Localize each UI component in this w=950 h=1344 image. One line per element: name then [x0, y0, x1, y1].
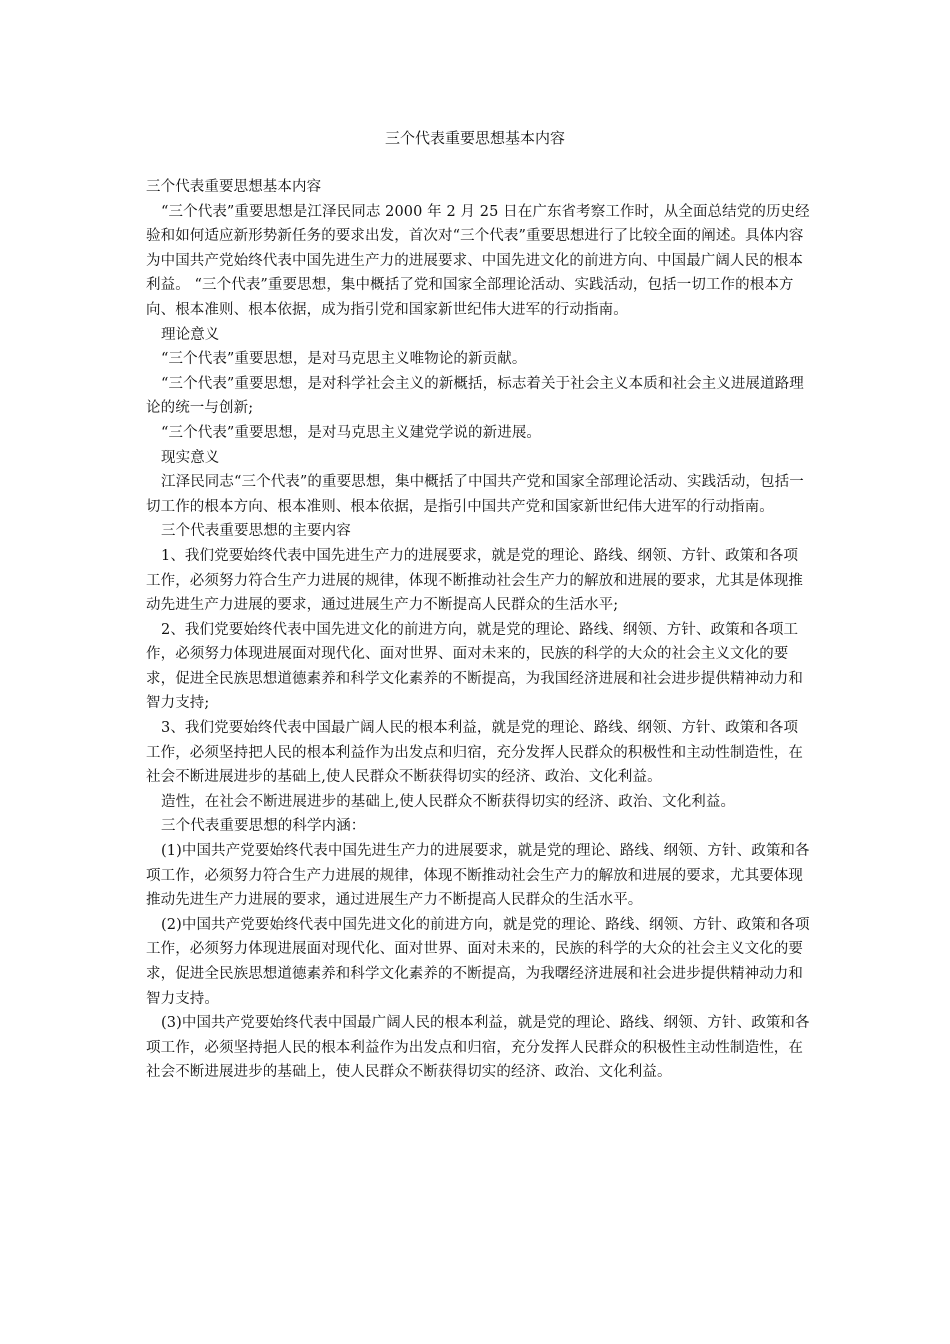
section-heading: 三个代表重要思想的主要内容 [161, 523, 351, 540]
body-paragraph: “三个代表”重要思想是江泽民同志 2000 年 2 月 25 日在广东省考察工作时，从全面总结党的历史经验和如何适应新形势新任务的要求出发，首次对“三个代表”重要思想进行了比较全面的阐述。具体内容为中国共产党始终代表中国先进生产力的进展要求、中国先进文化的前进方向、中国最广阔人民的根本利益。 “三个代表”重要思想，集中概括了党和国家全部理论活动、实践活动，包括一切工作的根本方向、根本准则、根本依据，成为指引党和国家新世纪伟大进军的行动指南。 [146, 203, 810, 318]
body-paragraph: “三个代表”重要思想，是对科学社会主义的新概括，标志着关于社会主义本质和社会主义进展道路理论的统一与创新; [146, 375, 804, 417]
section-heading: 现实意义 [161, 449, 220, 466]
section-heading: 理论意义 [161, 326, 220, 343]
body-paragraph: 2、我们党要始终代表中国先进文化的前进方向，就是党的理论、路线、纲领、方针、政策和各项工作，必须努力体现进展面对现代化、面对世界、面对未来的，民族的科学的大众的社会主义文化的要求，促进全民族思想道德素养和科学文化素养的不断提高，为我国经济进展和社会进步提供精神动力和智力支持; [146, 621, 803, 712]
body-paragraph: “三个代表”重要思想，是对马克思主义唯物论的新贡献。 [161, 351, 527, 368]
body-paragraph: (2)中国共产党要始终代表中国先进文化的前进方向，就是党的理论、路线、纲领、方针、政策和各项工作，必须努力体现进展面对现代化、面对世界、面对未来的，民族的科学的大众的社会主义文化的要求，促进全民族思想道德素养和科学文化素养的不断提高，为我曙经济进展和社会进步提供精神动力和智力支持。 [146, 916, 810, 1007]
body-heading: 三个代表重要思想基本内容 [146, 179, 322, 195]
body-paragraph: 1、我们党要始终代表中国先进生产力的进展要求，就是党的理论、路线、纲领、方针、政策和各项工作，必须努力符合生产力进展的规律，体现不断推动社会生产力的解放和进展的要求，尤其是体现推动先进生产力进展的要求，通过进展生产力不断提高人民群众的生活水平; [146, 547, 803, 614]
body-paragraph: 江泽民同志“三个代表”的重要思想，集中概括了中国共产党和国家全部理论活动、实践活动，包括一切工作的根本方向、根本准则、根本依据，是指引中国共产党和国家新世纪伟大进军的行动指南。 [146, 474, 804, 515]
document-title: 三个代表重要思想基本内容 [384, 129, 565, 147]
body-paragraph: “三个代表”重要思想，是对马克思主义建党学说的新进展。 [161, 424, 542, 441]
document-body [146, 175, 812, 1085]
body-paragraph: (3)中国共产党要始终代表中国最广阔人民的根本利益，就是党的理论、路线、纲领、方针、政策和各项工作，必须坚持挹人民的根本利益作为出发点和归宿，充分发挥人民群众的积极性主动性制造性，在社会不断进展进步的基础上，使人民群众不断获得切实的经济、政治、文化利益。 [146, 1015, 810, 1081]
body-paragraph: 造性，在社会不断进展进步的基础上,使人民群众不断获得切实的经济、政治、文化利益。 [161, 793, 736, 810]
body-paragraph: 3、我们党要始终代表中国最广阔人民的根本利益，就是党的理论、路线、纲领、方针、政策和各项工作，必须坚持把人民的根本利益作为出发点和归宿，充分发挥人民群众的积极性和主动性制造性，在社会不断进展进步的基础上,使人民群众不断获得切实的经济、政治、文化利益。 [146, 720, 803, 786]
section-heading: 三个代表重要思想的科学内涵： [161, 818, 366, 835]
body-paragraph: (1)中国共产党要始终代表中国先进生产力的进展要求，就是党的理论、路线、纲领、方针、政策和各项工作，必须努力符合生产力进展的规律，体现不断推动社会生产力的解放和进展的要求，尤其要体现推动先进生产力进展的要求，通过进展生产力不断提高人民群众的生活水平。 [146, 843, 810, 909]
